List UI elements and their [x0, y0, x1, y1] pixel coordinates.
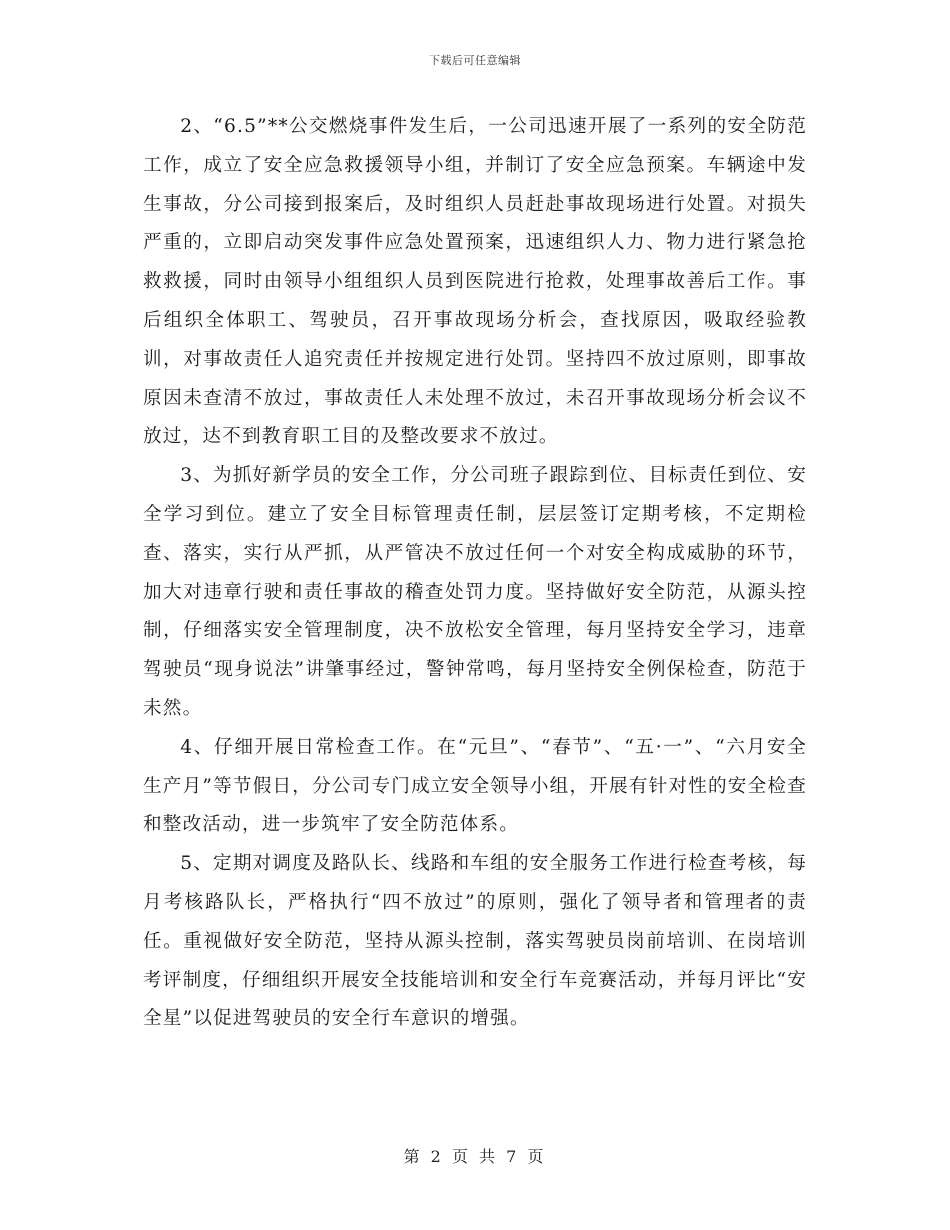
paragraph-3: 3、为抓好新学员的安全工作，分公司班子跟踪到位、目标责任到位、安全学习到位。建立了安全目标管理责任制，层层签订定期考核，不定期检查、落实，实行从严抓，从严管决不放过任何一个对安全构成威胁的环节，加大对违章行驶和责任事故的稽查处罚力度。坚持做好安全防范，从源头控制，仔细落实安全管理制度，决不放松安全管理，每月坚持安全学习，违章驾驶员“现身说法”讲肇事经过，警钟常鸣，每月坚持安全例保检查，防范于未然。: [143, 465, 807, 719]
paragraph-2: 2、“6.5”**公交燃烧事件发生后，一公司迅速开展了一系列的安全防范工作，成立了安全应急救援领导小组，并制订了安全应急预案。车辆途中发生事故，分公司接到报案后，及时组织人员赶赴事故现场进行处置。对损失严重的，立即启动突发事件应急处置预案，迅速组织人力、物力进行紧急抢救救援，同时由领导小组组织人员到医院进行抢救，处理事故善后工作。事后组织全体职工、驾驶员，召开事故现场分析会，查找原因，吸取经验教训，对事故责任人追究责任并按规定进行处罚。坚持四不放过原则，即事故原因未查清不放过，事故责任人未处理不放过，未召开事故现场分析会议不放过，达不到教育职工目的及整改要求不放过。: [143, 116, 807, 448]
paragraph-5: 5、定期对调度及路队长、线路和车组的安全服务工作进行检查考核，每月考核路队长，严格执行“四不放过”的原则，强化了领导者和管理者的责任。重视做好安全防范，坚持从源头控制，落实驾驶员岗前培训、在岗培训考评制度，仔细组织开展安全技能培训和安全行车竞赛活动，并每月评比“安全星”以促进驾驶员的安全行车意识的增强。: [143, 853, 807, 1030]
page-header-note: 下载后可任意编辑: [429, 54, 521, 67]
paragraph-4: 4、仔细开展日常检查工作。在“元旦”、“春节”、“五·一”、“六月安全生产月”等节假日，分公司专门成立安全领导小组，开展有针对性的安全检查和整改活动，进一步筑牢了安全防范体系。: [143, 736, 807, 836]
document-body: [143, 108, 807, 1039]
page-number-footer: 第 2 页 共 7 页: [403, 1147, 547, 1166]
